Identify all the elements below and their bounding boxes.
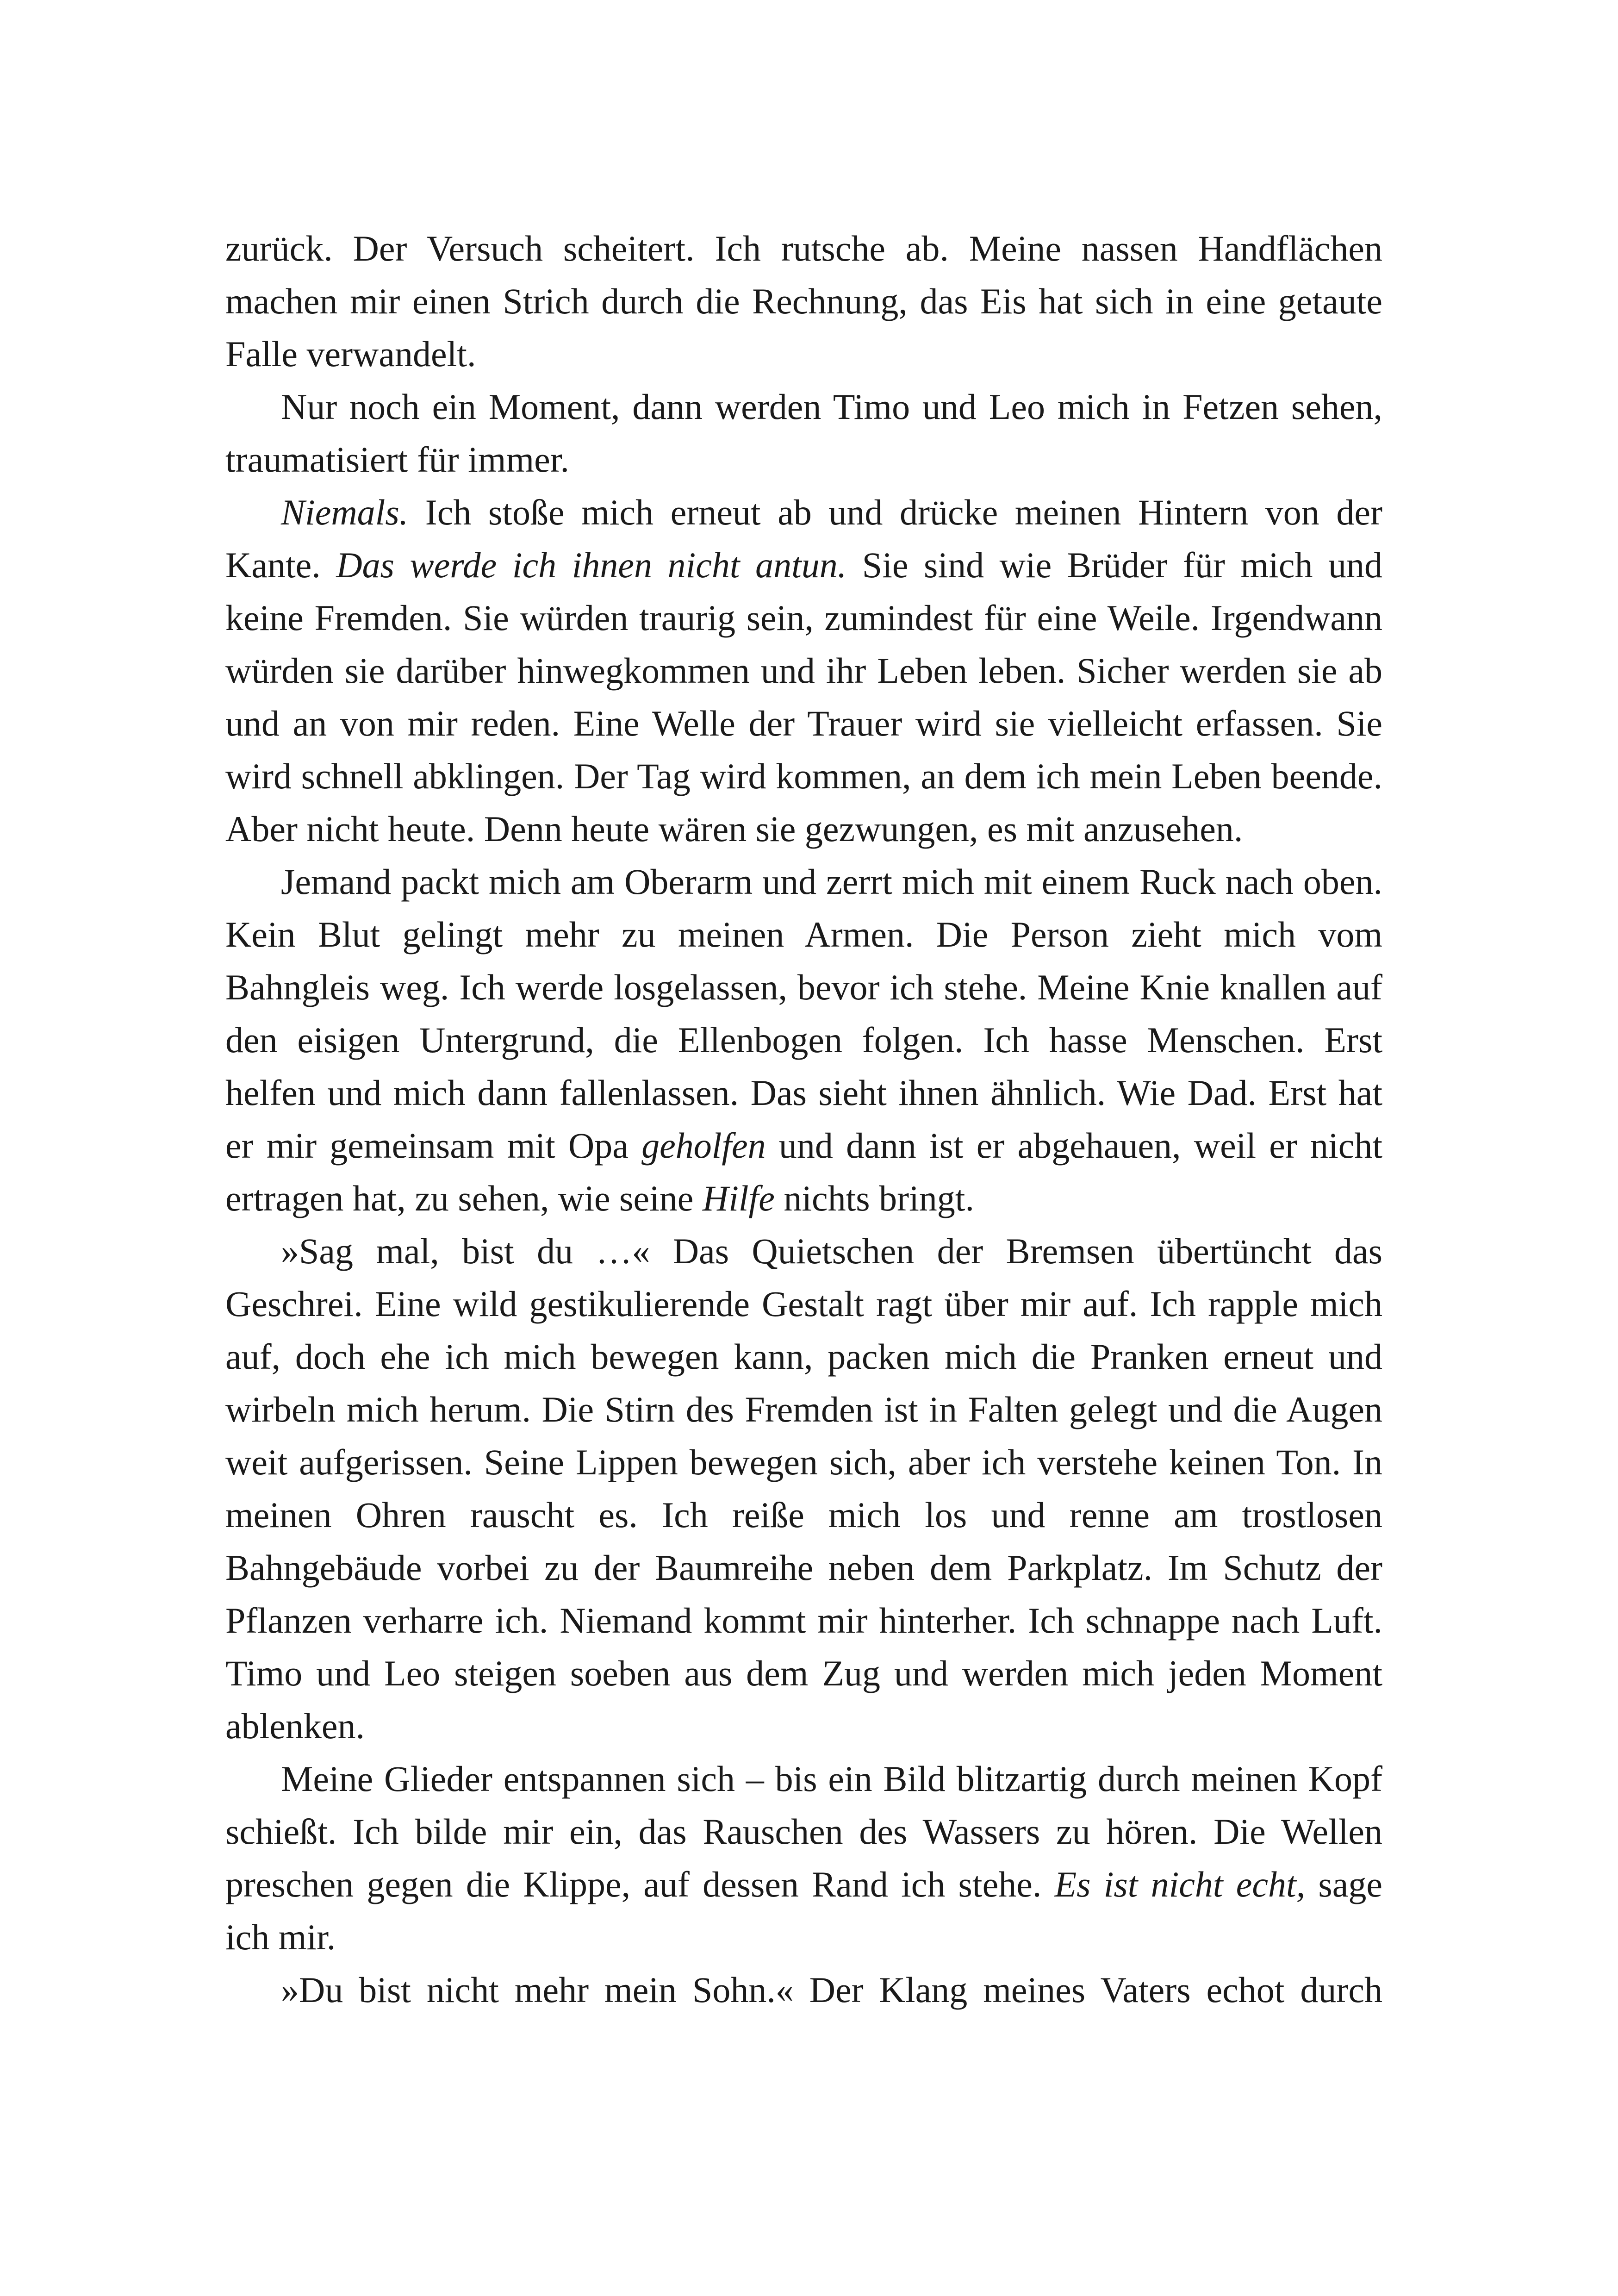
text-span: Nur noch ein Moment, dann werden Timo und Leo mich in Fetzen sehen, traumatisiert für immer. (225, 387, 1382, 480)
text-span: »Du bist nicht mehr mein Sohn.« Der Klang meines Vaters echot durch (281, 1970, 1382, 2010)
text-span: Meine Glieder entspannen sich – bis ein Bild blitzartig durch meinen Kopf schießt. Ich bilde mir ein, das Rauschen des Wassers zu hören. Die Wellen preschen gegen die Klippe, auf dessen Rand ich stehe. (225, 1759, 1382, 1904)
text-span: und dann ist er abgehauen, weil er nicht ertragen hat, zu sehen, wie seine (225, 1125, 1382, 1218)
text-span: sage ich mir. (225, 1864, 1382, 1957)
paragraph-5 (225, 1225, 1382, 1753)
italic-span: Niemals. (281, 492, 409, 532)
text-span: nichts bringt. (774, 1178, 974, 1218)
text-span: Jemand packt mich am Oberarm und zerrt mich mit einem Ruck nach oben. Kein Blut gelingt mehr zu meinen Armen. Die Person zieht mich vom Bahngleis weg. Ich werde losgelassen, bevor ich stehe. Meine Knie knallen auf den eisigen Untergrund, die Ellenbogen folgen. Ich hasse Menschen. Erst helfen und mich dann fallenlassen. Das sieht ihnen ähnlich. Wie Dad. Erst hat er mir gemeinsam mit Opa (225, 861, 1382, 1166)
paragraph-3 (225, 486, 1382, 855)
text-span: zurück. Der Versuch scheitert. Ich rutsche ab. Meine nassen Handflächen machen mir einen Strich durch die Rechnung, das Eis hat sich in eine getaute Falle verwandelt. (225, 228, 1382, 374)
italic-span: Das werde ich ihnen nicht antun. (336, 545, 847, 585)
text-span: »Sag mal, bist du …« Das Quietschen der Bremsen übertüncht das Geschrei. Eine wild gestikulierende Gestalt ragt über mir auf. Ich rapple mich auf, doch ehe ich mich bewegen kann, packen mich die Pranken erneut und wirbeln mich herum. Die Stirn des Fremden ist in Falten gelegt und die Augen weit aufgerissen. Seine Lippen bewegen sich, aber ich verstehe keinen Ton. In meinen Ohren rauscht es. Ich reiße mich los und renne am trostlosen Bahngebäude vorbei zu der Baumreihe neben dem Parkplatz. Im Schutz der Pflanzen verharre ich. Niemand kommt mir hinterher. Ich schnappe nach Luft. Timo und Leo steigen soeben aus dem Zug und werden mich jeden Moment ablenken. (225, 1231, 1382, 1746)
paragraph-2 (225, 381, 1382, 486)
body-text (225, 222, 1382, 2016)
italic-span: Hilfe (702, 1178, 775, 1218)
paragraph-1 (225, 222, 1382, 381)
text-span: Sie sind wie Brüder für mich und keine Fremden. Sie würden traurig sein, zumindest für eine Weile. Irgendwann würden sie darüber hinwegkommen und ihr Leben leben. Sicher werden sie ab und an von mir reden. Eine Welle der Trauer wird sie vielleicht erfassen. Sie wird schnell abklingen. Der Tag wird kommen, an dem ich mein Leben beende. Aber nicht heute. Denn heute wären sie gezwungen, es mit anzusehen. (225, 545, 1383, 849)
italic-span: geholfen (641, 1125, 766, 1166)
text-span: Ich stoße mich erneut ab und drücke meinen Hintern von der Kante. (225, 492, 1382, 585)
paragraph-6 (225, 1753, 1382, 1964)
italic-span: Es ist nicht echt, (1054, 1864, 1306, 1904)
paragraph-7 (225, 1964, 1382, 2016)
paragraph-4 (225, 855, 1382, 1225)
